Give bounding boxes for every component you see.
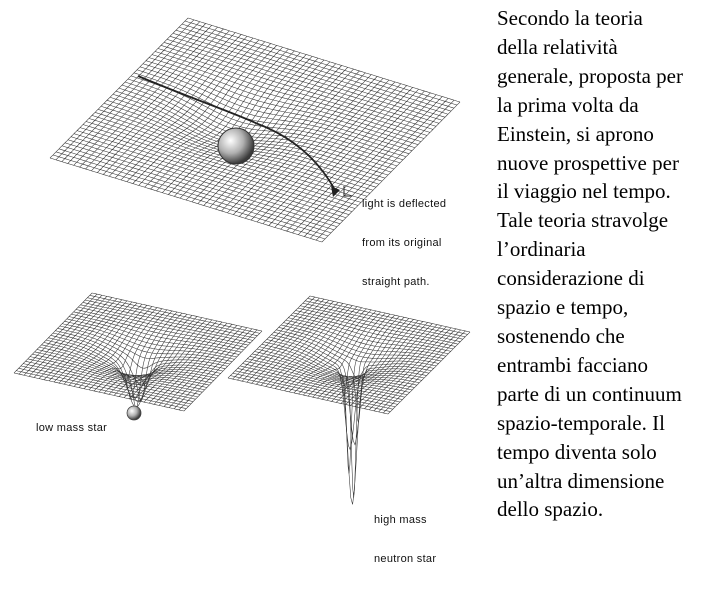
paragraph-line: generale, proposta per xyxy=(497,63,683,88)
paragraph-line: Secondo la teoria xyxy=(497,6,643,30)
caption-line: from its original xyxy=(362,237,442,249)
paragraph-line: tempo diventa solo xyxy=(497,439,657,464)
paragraph-line: spazio-temporale. Il xyxy=(497,410,665,435)
paragraph-line: considerazione di xyxy=(497,266,645,291)
caption-line: straight path. xyxy=(362,276,430,288)
spacetime-grid-neutron-star-icon xyxy=(228,296,470,504)
caption-high-mass-neutron-star xyxy=(374,488,436,592)
low-mass-star-sphere-icon xyxy=(127,406,141,420)
paragraph-line: il viaggio nel tempo. xyxy=(497,179,671,204)
caption-line: high mass xyxy=(374,514,427,526)
paragraph-line: sostenendo che xyxy=(497,323,625,348)
paragraph-line: nuove prospettive per xyxy=(497,150,679,175)
paragraph-line: un’altra dimensione xyxy=(497,468,665,493)
relativity-paragraph xyxy=(497,4,719,524)
paragraph-line: Einstein, si aprono xyxy=(497,121,654,146)
spacetime-grid-low-mass-star-icon xyxy=(14,293,262,411)
caption-low-mass-star: low mass star xyxy=(36,422,108,434)
paragraph-line: entrambi facciano xyxy=(497,352,648,377)
paragraph-line: spazio e tempo, xyxy=(497,295,629,320)
caption-line: neutron star xyxy=(374,553,437,565)
paragraph-line: parte di un continuum xyxy=(497,381,682,406)
paragraph-line: la prima volta da xyxy=(497,92,639,117)
caption-light-deflected xyxy=(362,172,446,315)
paragraph-line: della relatività xyxy=(497,34,618,59)
sun-sphere-icon xyxy=(218,128,254,164)
paragraph-line: Tale teoria stravolge xyxy=(497,208,669,233)
paragraph-line: l’ordinaria xyxy=(497,237,586,262)
paragraph-line: dello spazio. xyxy=(497,497,604,522)
caption-line: light is deflected xyxy=(362,198,447,210)
